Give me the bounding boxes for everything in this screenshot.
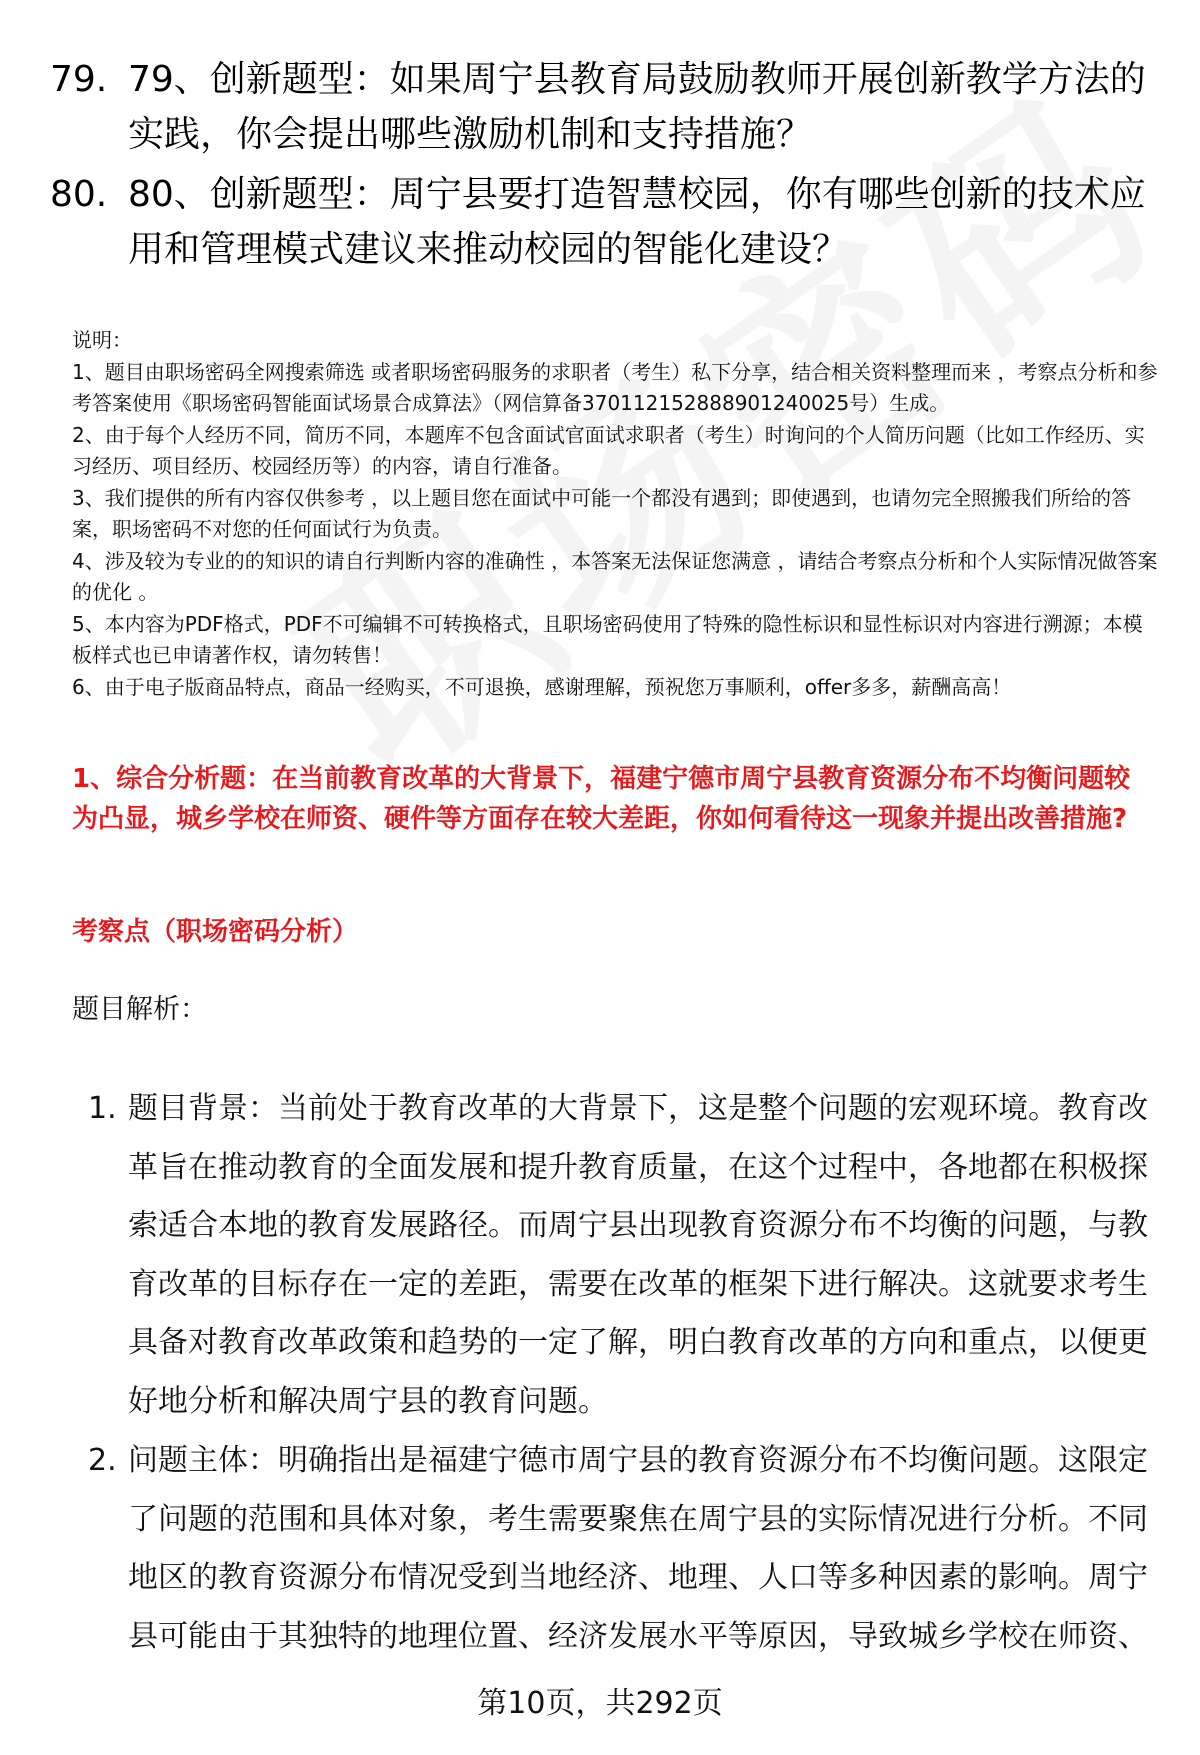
question-text: 79、创新题型：如果周宁县教育局鼓励教师开展创新教学方法的实践，你会提出哪些激励机制和支持措施？ [128, 59, 1146, 155]
note-item: 6、由于电子版商品特点，商品一经购买，不可退换，感谢理解，预祝您万事顺利，offer多多，薪酬高高！ [72, 674, 1012, 699]
question-80 [50, 167, 1150, 277]
note-item: 5、本内容为PDF格式，PDF不可编辑不可转换格式，且职场密码使用了特殊的隐性标识和显性标识对内容进行溯源；本模板样式也已申请著作权，请勿转售！ [72, 611, 1143, 667]
question-number: 79. [50, 59, 108, 100]
note-item: 1、题目由职场密码全网搜索筛选 或者职场密码服务的求职者（考生）私下分享，结合相关资料整理而来 ，考察点分析和参考答案使用《职场密码智能面试场景合成算法》（网信算备370112152888901240025号）生成。 [72, 359, 1158, 415]
disclaimer-notes [72, 325, 1162, 703]
notes-title: 说明： [72, 328, 132, 352]
list-item-text: 问题主体：明确指出是福建宁德市周宁县的教育资源分布不均衡问题。这限定了问题的范围和具体对象，考生需要聚焦在周宁县的实际情况进行分析。不同地区的教育资源分布情况受到当地经济、地理、人口等多种因素的影响。周宁县可能由于其独特的地理位置、经济发展水平等原因，导致城乡学校在师资、 [128, 1443, 1148, 1654]
section-question: 1、综合分析题：在当前教育改革的大背景下，福建宁德市周宁县教育资源分布不均衡问题较为凸显，城乡学校在师资、硬件等方面存在较大差距，你如何看待这一现象并提出改善措施? [72, 764, 1131, 834]
question-number: 80. [50, 174, 108, 215]
exam-point-heading: 考察点（职场密码分析） [72, 917, 359, 947]
analysis-list [72, 1080, 1152, 1667]
note-item: 2、由于每个人经历不同，简历不同，本题库不包含面试官面试求职者（考生）时询问的个人简历问题（比如工作经历、实习经历、项目经历、校园经历等）的内容，请自行准备。 [72, 422, 1145, 478]
list-item [72, 1432, 1152, 1666]
question-text: 80、创新题型：周宁县要打造智慧校园，你有哪些创新的技术应用和管理模式建议来推动校园的智能化建设？ [128, 174, 1146, 270]
note-item: 3、我们提供的所有内容仅供参考 ，以上题目您在面试中可能一个都没有遇到；即使遇到，也请勿完全照搬我们所给的答案，职场密码不对您的任何面试行为负责。 [72, 485, 1132, 541]
list-item [72, 1080, 1152, 1431]
list-item-number: 1. [88, 1091, 117, 1126]
analysis-title: 题目解析： [72, 994, 207, 1025]
page-footer: 第10页，共292页 [477, 1686, 723, 1721]
note-item: 4、涉及较为专业的的知识的请自行判断内容的准确性 ，本答案无法保证您满意 ，请结合考察点分析和个人实际情况做答案的优化 。 [72, 548, 1158, 604]
list-item-number: 2. [88, 1443, 117, 1478]
list-item-text: 题目背景：当前处于教育改革的大背景下，这是整个问题的宏观环境。教育改革旨在推动教育的全面发展和提升教育质量，在这个过程中，各地都在积极探索适合本地的教育发展路径。而周宁县出现教育资源分布不均衡的问题，与教育改革的目标存在一定的差距，需要在改革的框架下进行解决。这就要求考生具备对教育改革政策和趋势的一定了解，明白教育改革的方向和重点，以便更好地分析和解决周宁县的教育问题。 [128, 1091, 1148, 1419]
question-79 [50, 52, 1150, 162]
